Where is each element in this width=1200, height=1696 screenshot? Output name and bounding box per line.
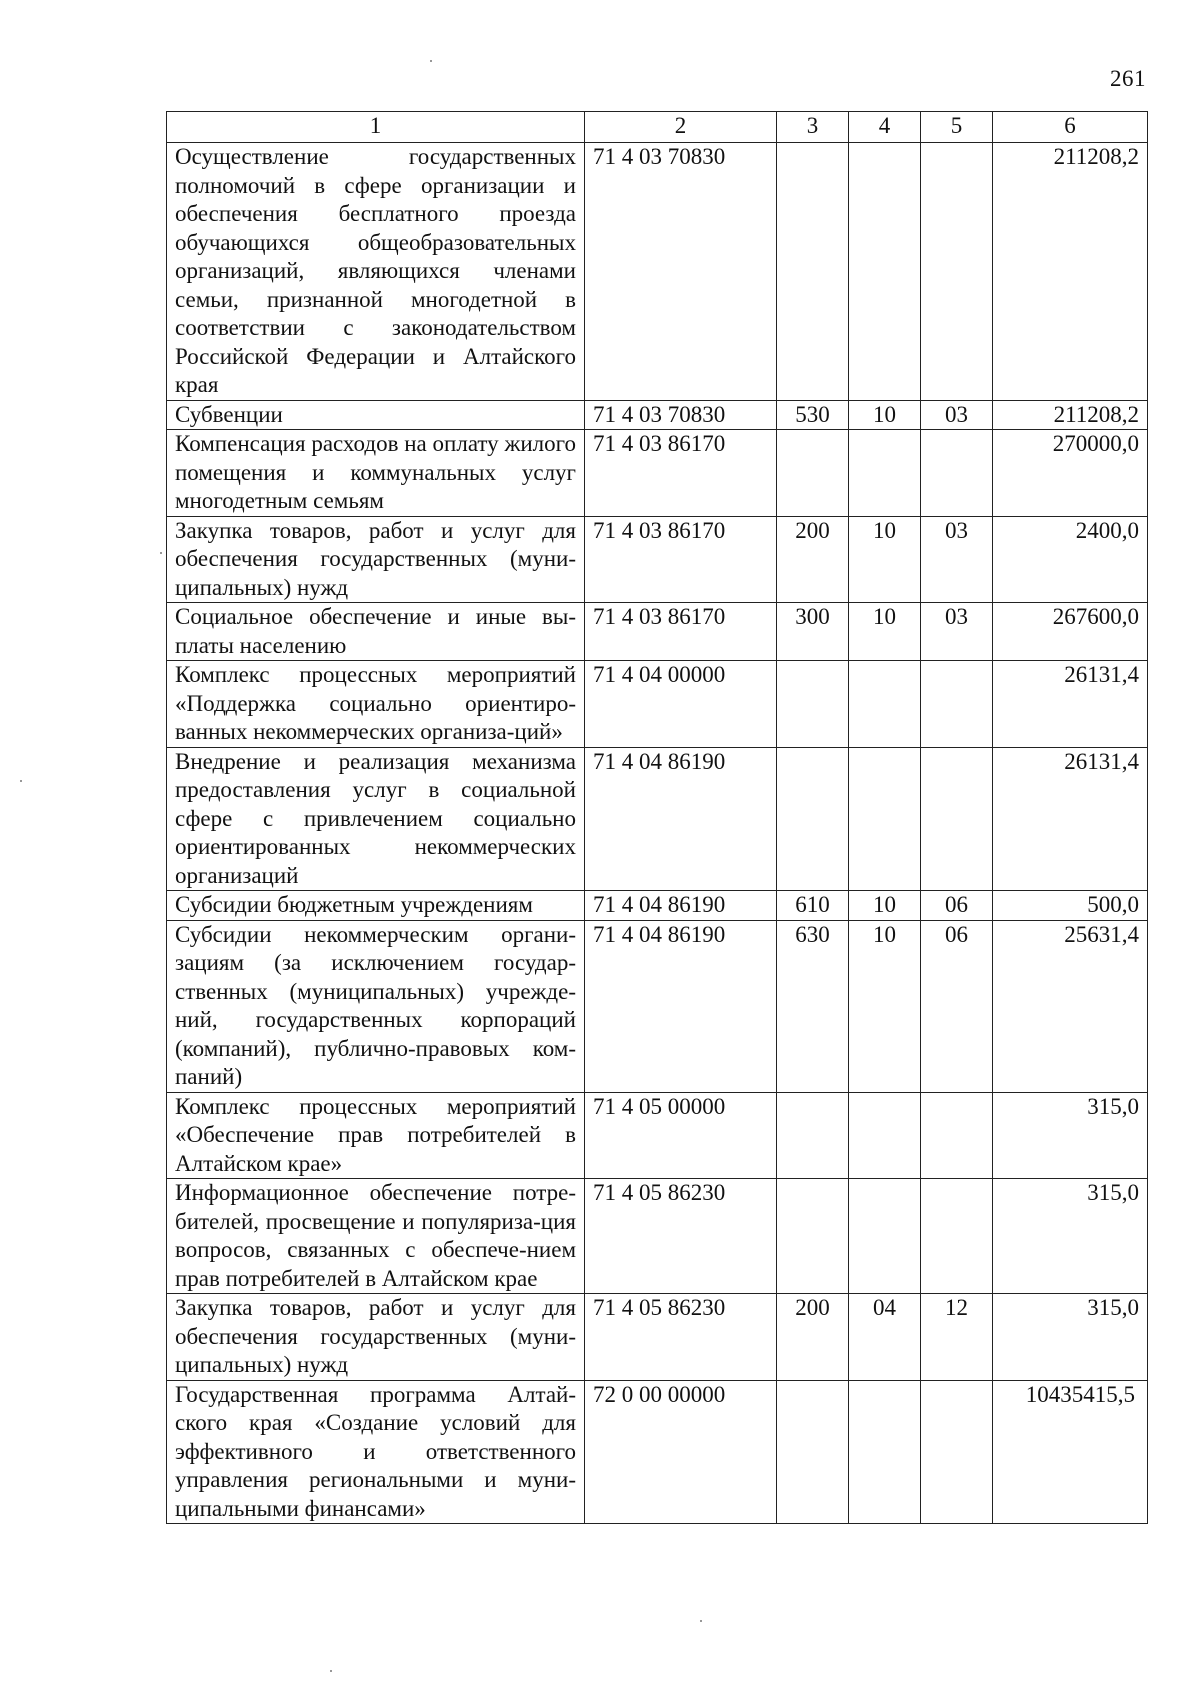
row-col5 — [921, 1092, 993, 1179]
row-name: Закупка товаров, работ и услуг для обеспечения государственных (муни-ципальных) нужд — [167, 1294, 585, 1381]
row-col3 — [777, 143, 849, 401]
row-name: Комплекс процессных мероприятий «Поддержка социально ориентиро-ванных некоммерческих организа-ций» — [167, 661, 585, 748]
row-amount: 211208,2 — [993, 400, 1148, 430]
row-name: Субвенции — [167, 400, 585, 430]
column-header-6: 6 — [993, 112, 1148, 143]
row-col5: 03 — [921, 603, 993, 661]
row-col3: 630 — [777, 920, 849, 1092]
table-row — [167, 1380, 1148, 1524]
row-col5: 06 — [921, 891, 993, 921]
row-col4: 10 — [849, 603, 921, 661]
row-amount: 25631,4 — [993, 920, 1148, 1092]
row-col3 — [777, 1179, 849, 1294]
scan-speck — [20, 780, 22, 782]
column-header-5: 5 — [921, 112, 993, 143]
row-col3 — [777, 747, 849, 891]
row-col4 — [849, 1092, 921, 1179]
row-code: 71 4 04 86190 — [585, 920, 777, 1092]
row-amount: 211208,2 — [993, 143, 1148, 401]
row-col3 — [777, 430, 849, 517]
row-name: Внедрение и реализация механизма предоставления услуг в социальной сфере с привлечением социально ориентированных некоммерческих организаций — [167, 747, 585, 891]
row-amount: 10435415,5 — [993, 1380, 1148, 1524]
row-col4: 10 — [849, 920, 921, 1092]
table-row — [167, 747, 1148, 891]
row-code: 72 0 00 00000 — [585, 1380, 777, 1524]
scan-speck — [430, 60, 432, 62]
table-row — [167, 891, 1148, 921]
table-row — [167, 1092, 1148, 1179]
row-code: 71 4 05 86230 — [585, 1294, 777, 1381]
budget-table — [166, 111, 1148, 1524]
table-header — [167, 112, 1148, 143]
scan-speck — [160, 552, 162, 554]
row-code: 71 4 03 70830 — [585, 400, 777, 430]
row-code: 71 4 03 86170 — [585, 430, 777, 517]
row-col5 — [921, 661, 993, 748]
row-name: Информационное обеспечение потре-бителей, просвещение и популяриза-ция вопросов, связанных с обеспече-нием прав потребителей в Алтайском крае — [167, 1179, 585, 1294]
row-col4 — [849, 1179, 921, 1294]
row-code: 71 4 03 86170 — [585, 516, 777, 603]
row-name: Субсидии бюджетным учреждениям — [167, 891, 585, 921]
column-header-1: 1 — [167, 112, 585, 143]
table-row — [167, 1179, 1148, 1294]
row-code: 71 4 04 00000 — [585, 661, 777, 748]
scan-speck — [700, 1620, 702, 1622]
row-name: Компенсация расходов на оплату жилого помещения и коммунальных услуг многодетным семьям — [167, 430, 585, 517]
table-row — [167, 430, 1148, 517]
row-col5 — [921, 430, 993, 517]
row-code: 71 4 03 86170 — [585, 603, 777, 661]
page-number: 261 — [1110, 66, 1146, 91]
row-col3 — [777, 661, 849, 748]
row-col5: 03 — [921, 400, 993, 430]
row-col5 — [921, 1380, 993, 1524]
row-col5 — [921, 1179, 993, 1294]
row-col3: 200 — [777, 1294, 849, 1381]
row-name: Государственная программа Алтай-ского края «Создание условий для эффективного и ответственного управления региональными и муни-ципальными финансами» — [167, 1380, 585, 1524]
row-amount: 315,0 — [993, 1092, 1148, 1179]
row-name: Закупка товаров, работ и услуг для обеспечения государственных (муни-ципальных) нужд — [167, 516, 585, 603]
row-col3: 300 — [777, 603, 849, 661]
row-col3 — [777, 1092, 849, 1179]
row-col5: 12 — [921, 1294, 993, 1381]
table-row — [167, 400, 1148, 430]
row-name: Социальное обеспечение и иные вы-платы населению — [167, 603, 585, 661]
row-col4: 10 — [849, 400, 921, 430]
row-name: Субсидии некоммерческим органи-зациям (за исключением государ-ственных (муниципальных) учрежде-ний, государственных корпораций (компаний), публично-правовых ком-паний) — [167, 920, 585, 1092]
row-col3: 610 — [777, 891, 849, 921]
row-code: 71 4 05 86230 — [585, 1179, 777, 1294]
row-col3: 530 — [777, 400, 849, 430]
row-col4 — [849, 1380, 921, 1524]
table-body — [167, 143, 1148, 1524]
row-col4 — [849, 143, 921, 401]
row-col4: 04 — [849, 1294, 921, 1381]
table-row — [167, 920, 1148, 1092]
header-row — [167, 112, 1148, 143]
row-col5 — [921, 143, 993, 401]
row-amount: 270000,0 — [993, 430, 1148, 517]
column-header-2: 2 — [585, 112, 777, 143]
row-code: 71 4 03 70830 — [585, 143, 777, 401]
table-row — [167, 661, 1148, 748]
row-amount: 26131,4 — [993, 747, 1148, 891]
row-col3 — [777, 1380, 849, 1524]
row-col3: 200 — [777, 516, 849, 603]
table-row — [167, 603, 1148, 661]
row-amount: 2400,0 — [993, 516, 1148, 603]
row-amount: 315,0 — [993, 1294, 1148, 1381]
column-header-4: 4 — [849, 112, 921, 143]
row-name: Комплекс процессных мероприятий «Обеспечение прав потребителей в Алтайском крае» — [167, 1092, 585, 1179]
table-row — [167, 143, 1148, 401]
row-name: Осуществление государственных полномочий в сфере организации и обеспечения бесплатного проезда обучающихся общеобразовательных организаций, являющихся членами семьи, признанной многодетной в соответствии с законодательством Российской Федерации и Алтайского края — [167, 143, 585, 401]
row-amount: 315,0 — [993, 1179, 1148, 1294]
table-row — [167, 516, 1148, 603]
row-col4: 10 — [849, 516, 921, 603]
row-col5: 06 — [921, 920, 993, 1092]
row-col4 — [849, 430, 921, 517]
row-col4: 10 — [849, 891, 921, 921]
row-amount: 26131,4 — [993, 661, 1148, 748]
row-amount: 500,0 — [993, 891, 1148, 921]
row-col5: 03 — [921, 516, 993, 603]
row-col4 — [849, 747, 921, 891]
row-code: 71 4 04 86190 — [585, 747, 777, 891]
row-code: 71 4 04 86190 — [585, 891, 777, 921]
row-col4 — [849, 661, 921, 748]
row-col5 — [921, 747, 993, 891]
row-code: 71 4 05 00000 — [585, 1092, 777, 1179]
column-header-3: 3 — [777, 112, 849, 143]
row-amount: 267600,0 — [993, 603, 1148, 661]
scan-speck — [330, 1670, 332, 1672]
table-row — [167, 1294, 1148, 1381]
